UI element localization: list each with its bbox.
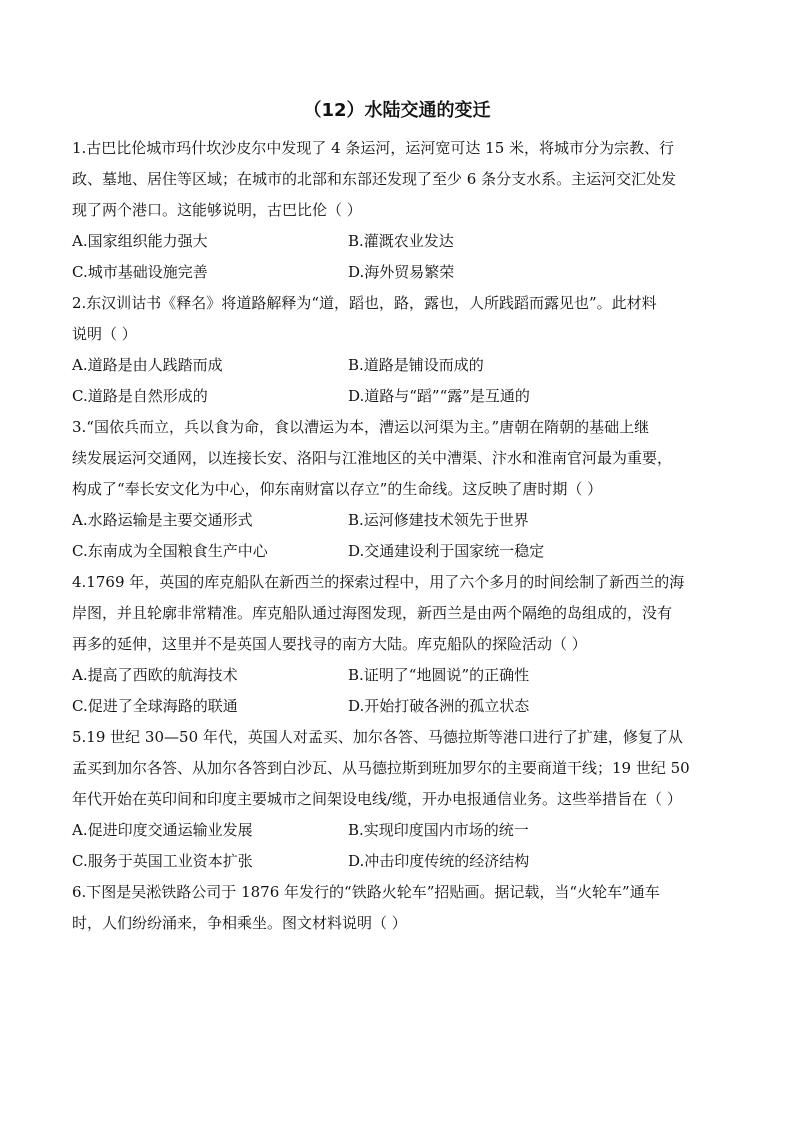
q4-line-3: 再多的延伸，这里并不是英国人要找寻的南方大陆。库克船队的探险活动（ ）	[72, 635, 587, 653]
q5-line-2: 孟买到加尔各答、从加尔各答到白沙瓦、从马德拉斯到班加罗尔的主要商道干线；19 世纪 50	[72, 759, 690, 777]
q2-option-a: A.道路是由人践踏而成	[72, 356, 223, 374]
q4-option-a: A.提高了西欧的航海技术	[72, 666, 238, 684]
q2-option-b: B.道路是铺设而成的	[348, 356, 484, 374]
q1-line-3: 现了两个港口。这能够说明，古巴比伦（ ）	[72, 201, 362, 219]
q4-option-c: C.促进了全球海路的联通	[72, 697, 238, 715]
q5-option-d: D.冲击印度传统的经济结构	[348, 852, 530, 870]
q4-line-1: 4.1769 年，英国的库克船队在新西兰的探索过程中，用了六个多月的时间绘制了新西兰的海	[72, 573, 685, 591]
q6-line-1: 6.下图是吴淞铁路公司于 1876 年发行的“铁路火轮车”招贴画。据记载，当“火轮车”通车	[72, 883, 660, 901]
q2-option-c: C.道路是自然形成的	[72, 387, 208, 405]
q5-option-b: B.实现印度国内市场的统一	[348, 821, 529, 839]
q1-option-a: A.国家组织能力强大	[72, 232, 208, 250]
q2-line-1: 2.东汉训诂书《释名》将道路解释为“道，蹈也，路，露也，人所践蹈而露见也”。此材料	[72, 294, 657, 312]
q3-line-3: 构成了“奉长安文化为中心，仰东南财富以存立”的生命线。这反映了唐时期（ ）	[72, 480, 603, 498]
page-title: （12）水陆交通的变迁	[303, 100, 491, 121]
q1-option-d: D.海外贸易繁荣	[348, 263, 455, 281]
q5-option-c: C.服务于英国工业资本扩张	[72, 852, 253, 870]
q4-option-b: B.证明了“地圆说”的正确性	[348, 666, 530, 684]
q1-option-b: B.灌溉农业发达	[348, 232, 454, 250]
q3-option-b: B.运河修建技术领先于世界	[348, 511, 529, 529]
q1-line-2: 政、墓地、居住等区域；在城市的北部和东部还发现了至少 6 条分支水系。主运河交汇处发	[72, 170, 677, 188]
q3-option-a: A.水路运输是主要交通形式	[72, 511, 253, 529]
q5-line-1: 5.19 世纪 30—50 年代，英国人对孟买、加尔各答、马德拉斯等港口进行了扩建，修复了从	[72, 728, 683, 746]
q5-option-a: A.促进印度交通运输业发展	[72, 821, 253, 839]
q3-option-c: C.东南成为全国粮食生产中心	[72, 542, 268, 560]
q1-line-1: 1.古巴比伦城市玛什坎沙皮尔中发现了 4 条运河，运河宽可达 15 米，将城市分为宗教、行	[72, 139, 675, 157]
q3-line-2: 续发展运河交通网，以连接长安、洛阳与江淮地区的关中漕渠、汴水和淮南官河最为重要，	[72, 449, 673, 467]
q6-line-2: 时，人们纷纷涌来，争相乘坐。图文材料说明（ ）	[72, 914, 407, 932]
q1-option-c: C.城市基础设施完善	[72, 263, 208, 281]
q3-line-1: 3.“国依兵而立，兵以食为命，食以漕运为本，漕运以河渠为主。”唐朝在隋朝的基础上继	[72, 418, 650, 436]
q5-line-3: 年代开始在英印间和印度主要城市之间架设电线/缆，开办电报通信业务。这些举措旨在（ ）	[72, 790, 682, 808]
q3-option-d: D.交通建设利于国家统一稳定	[348, 542, 545, 560]
q4-line-2: 岸图，并且轮廓非常精准。库克船队通过海图发现，新西兰是由两个隔绝的岛组成的，没有	[72, 604, 673, 622]
q4-option-d: D.开始打破各洲的孤立状态	[348, 697, 530, 715]
q2-option-d: D.道路与“蹈”“露”是互通的	[348, 387, 530, 405]
q2-line-2: 说明（ ）	[72, 325, 137, 343]
